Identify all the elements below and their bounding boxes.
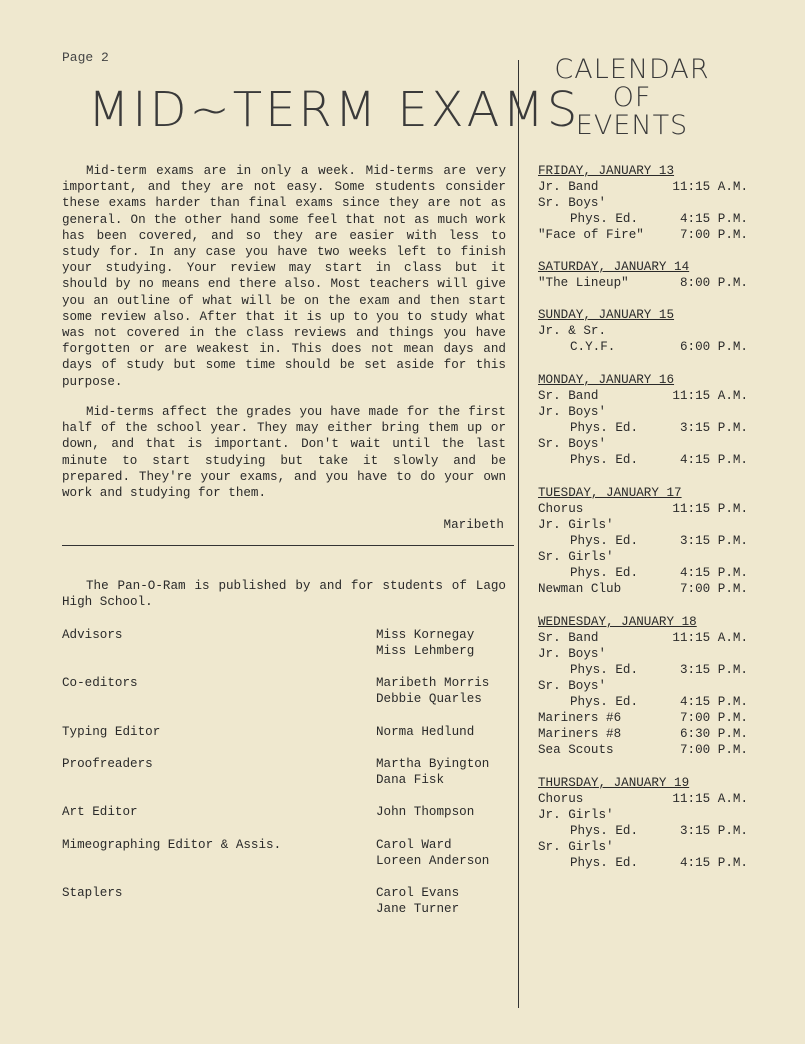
calendar-day-wednesday [538, 614, 748, 758]
event-name: Phys. Ed. [570, 534, 639, 548]
event-item [538, 275, 748, 291]
event-name: Phys. Ed. [570, 421, 639, 435]
event-item [538, 710, 748, 726]
staff-role: Advisors [62, 628, 123, 642]
publication-note: The Pan-O-Ram is published by and for students of Lago High School. [62, 579, 506, 609]
event-item [538, 195, 748, 211]
article-paragraph-1 [62, 163, 506, 390]
paragraph-text: Mid-term exams are in only a week. Mid-terms are very important, and they are not easy. Some students consider these exams harder than final exams since they are not as general. On the other hand some feel that not as much work has been covered, and so they are easier with less to study for. In any case you have two weeks left to finish your studying. Your review may start in class but it should by no means end there also. Most teachers will give you an outline of what will be on the exam and then start some review also. After that it is up to you to study what was not covered in the class reviews and things you have forgotten or are weakest in. This does not mean days and days of study but some time should be set aside for this purpose. [62, 164, 506, 389]
staff-names [376, 756, 489, 788]
event-name: Phys. Ed. [570, 212, 639, 226]
event-time: 7:00 P.M. [679, 743, 748, 757]
staff-name: Dana Fisk [376, 773, 445, 787]
article-paragraph-2 [62, 404, 506, 501]
calendar-title-line: EVENTS [575, 110, 689, 141]
staff-row-advisors [62, 627, 502, 661]
event-name: Jr. Girls' [538, 518, 614, 532]
event-item [538, 227, 748, 243]
staff-names [376, 885, 459, 917]
event-name: Jr. & Sr. [538, 324, 607, 338]
event-name: Sr. Girls' [538, 840, 614, 854]
staff-row-proofreaders [62, 756, 502, 790]
calendar-day-friday [538, 163, 748, 243]
event-item [538, 823, 748, 839]
event-name: Sr. Boys' [538, 679, 607, 693]
event-name: C.Y.F. [570, 340, 616, 354]
day-heading: THURSDAY, JANUARY 19 [538, 776, 690, 790]
event-item [538, 533, 748, 549]
event-name: Sea Scouts [538, 743, 614, 757]
staff-name: Miss Kornegay [376, 628, 475, 642]
event-name: Jr. Boys' [538, 405, 607, 419]
event-item [538, 404, 748, 420]
staff-name: Debbie Quarles [376, 692, 482, 706]
calendar-day-saturday [538, 259, 748, 291]
event-name: Jr. Boys' [538, 647, 607, 661]
event-name: Phys. Ed. [570, 663, 639, 677]
event-item [538, 630, 748, 646]
event-name: Sr. Band [538, 389, 599, 403]
event-time: 3:15 P.M. [679, 534, 748, 548]
event-name: "The Lineup" [538, 276, 629, 290]
paragraph-text: Mid-terms affect the grades you have made for the first half of the school year. They may either bring them up or down, and that is important. Don't wait until the last minute to start studying but take it slowly and be prepared. They're your exams, and you have to do your own work and studying for them. [62, 405, 506, 501]
event-time: 7:00 P.M. [679, 711, 748, 725]
calendar-title-line: CALENDAR [554, 54, 710, 85]
event-time: 11:15 A.M. [672, 631, 748, 645]
event-name: Mariners #6 [538, 711, 622, 725]
event-time: 7:00 P.M. [679, 228, 748, 242]
event-time: 8:00 P.M. [679, 276, 748, 290]
staff-name: Norma Hedlund [376, 725, 475, 739]
page-number: Page 2 [62, 50, 109, 65]
event-name: Phys. Ed. [570, 824, 639, 838]
event-item [538, 662, 748, 678]
event-time: 11:15 P.M. [672, 502, 748, 516]
event-name: Phys. Ed. [570, 695, 639, 709]
event-item [538, 565, 748, 581]
staff-names [376, 675, 489, 707]
event-item [538, 549, 748, 565]
event-name: Jr. Band [538, 180, 599, 194]
column-divider [518, 60, 519, 1008]
event-time: 4:15 P.M. [679, 453, 748, 467]
article-author: Maribeth [443, 518, 504, 532]
event-item [538, 678, 748, 694]
event-time: 7:00 P.M. [679, 582, 748, 596]
staff-role: Typing Editor [62, 725, 161, 739]
staff-role: Proofreaders [62, 757, 153, 771]
event-time: 4:15 P.M. [679, 566, 748, 580]
staff-row-co-editors [62, 675, 502, 709]
staff-name: Carol Evans [376, 886, 460, 900]
event-time: 3:15 P.M. [679, 663, 748, 677]
day-heading: WEDNESDAY, JANUARY 18 [538, 615, 697, 629]
staff-name: Carol Ward [376, 838, 452, 852]
staff-name: John Thompson [376, 805, 475, 819]
calendar-day-thursday [538, 775, 748, 871]
event-item [538, 807, 748, 823]
event-item [538, 323, 748, 339]
event-time: 3:15 P.M. [679, 421, 748, 435]
calendar-day-sunday [538, 307, 748, 355]
event-item [538, 839, 748, 855]
event-item [538, 726, 748, 742]
event-name: Chorus [538, 792, 584, 806]
event-item [538, 211, 748, 227]
staff-name: Loreen Anderson [376, 854, 490, 868]
event-name: Newman Club [538, 582, 622, 596]
event-item [538, 388, 748, 404]
event-item [538, 646, 748, 662]
event-name: Phys. Ed. [570, 453, 639, 467]
event-item [538, 501, 748, 517]
event-name: Sr. Boys' [538, 196, 607, 210]
event-name: Chorus [538, 502, 584, 516]
event-item [538, 791, 748, 807]
event-item [538, 694, 748, 710]
staff-role: Staplers [62, 886, 123, 900]
event-item [538, 339, 748, 355]
event-name: Sr. Boys' [538, 437, 607, 451]
event-item [538, 517, 748, 533]
calendar-title [552, 56, 712, 140]
event-item [538, 420, 748, 436]
event-time: 6:00 P.M. [679, 340, 748, 354]
event-time: 11:15 A.M. [672, 792, 748, 806]
staff-names [376, 627, 474, 659]
calendar-day-monday [538, 372, 748, 468]
event-item [538, 179, 748, 195]
event-time: 11:15 A.M. [672, 389, 748, 403]
event-time: 4:15 P.M. [679, 212, 748, 226]
day-heading: SATURDAY, JANUARY 14 [538, 260, 690, 274]
event-name: "Face of Fire" [538, 228, 644, 242]
event-item [538, 742, 748, 758]
event-name: Sr. Band [538, 631, 599, 645]
event-item [538, 436, 748, 452]
staff-name: Jane Turner [376, 902, 460, 916]
event-time: 6:30 P.M. [679, 727, 748, 741]
event-item [538, 452, 748, 468]
staff-row-art-editor [62, 804, 502, 838]
day-heading: TUESDAY, JANUARY 17 [538, 486, 682, 500]
staff-name: Miss Lehmberg [376, 644, 475, 658]
article-title: MID~TERM EXAMS [88, 82, 581, 138]
day-heading: MONDAY, JANUARY 16 [538, 373, 675, 387]
staff-name: Maribeth Morris [376, 676, 490, 690]
staff-row-typing-editor [62, 724, 502, 758]
staff-names [376, 724, 474, 740]
staff-role: Mimeographing Editor & Assis. [62, 838, 282, 852]
event-name: Phys. Ed. [570, 566, 639, 580]
staff-row-mimeographing [62, 837, 502, 871]
calendar-day-tuesday [538, 485, 748, 597]
event-time: 3:15 P.M. [679, 824, 748, 838]
section-divider [62, 545, 514, 546]
staff-role: Art Editor [62, 805, 138, 819]
calendar-title-line: OF [612, 82, 652, 113]
event-item [538, 855, 748, 871]
event-time: 11:15 A.M. [672, 180, 748, 194]
staff-row-staplers [62, 885, 502, 919]
event-item [538, 581, 748, 597]
event-time: 4:15 P.M. [679, 856, 748, 870]
event-time: 4:15 P.M. [679, 695, 748, 709]
staff-names [376, 804, 474, 820]
event-name: Sr. Girls' [538, 550, 614, 564]
day-heading: SUNDAY, JANUARY 15 [538, 308, 675, 322]
event-name: Jr. Girls' [538, 808, 614, 822]
event-name: Phys. Ed. [570, 856, 639, 870]
day-heading: FRIDAY, JANUARY 13 [538, 164, 675, 178]
event-name: Mariners #8 [538, 727, 622, 741]
staff-names [376, 837, 489, 869]
staff-role: Co-editors [62, 676, 138, 690]
staff-name: Martha Byington [376, 757, 490, 771]
